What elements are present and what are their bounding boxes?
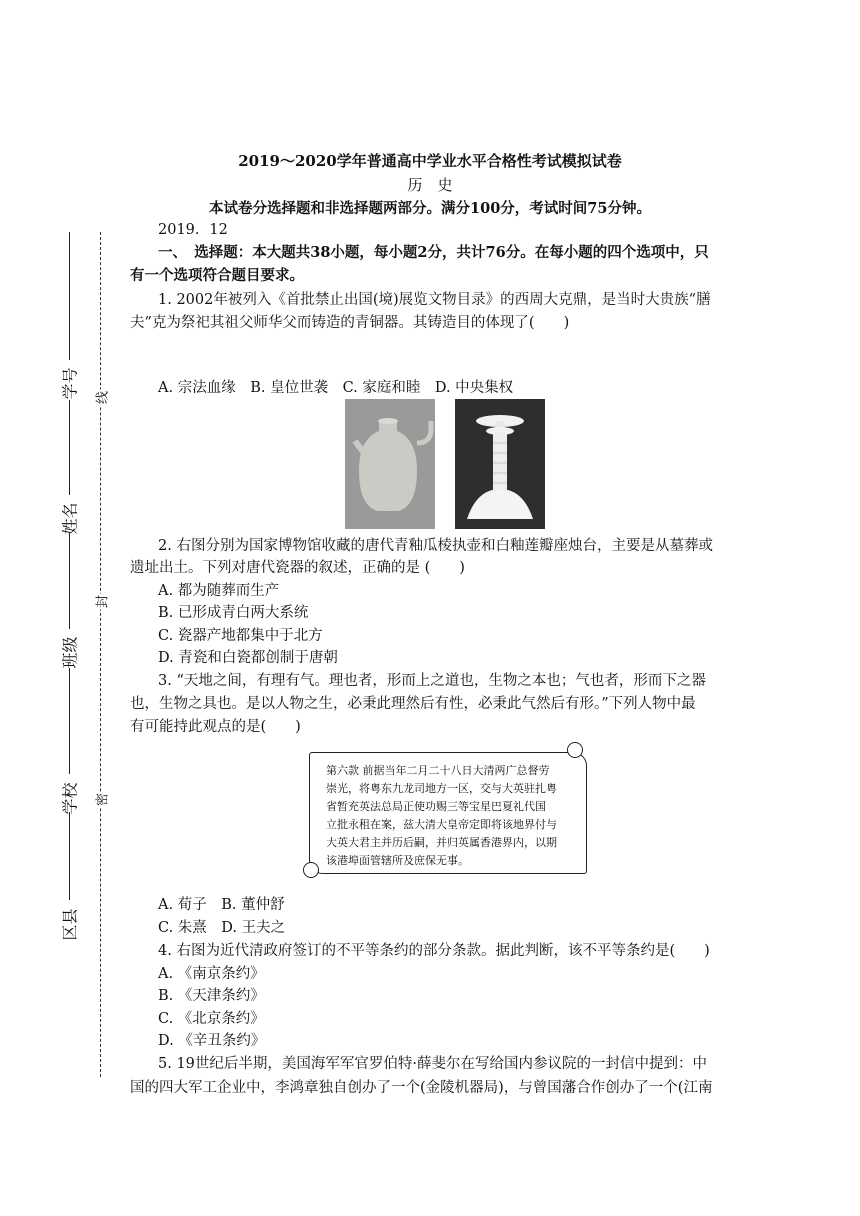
treaty-line: 该港埠面管辖所及庶保无事。: [326, 854, 469, 867]
seal-char-line: 线: [92, 390, 111, 406]
treaty-excerpt: [326, 762, 578, 870]
q1-stem-line1: 1. 2002年被列入《首批禁止出国(境)展览文物目录》的西周大克鼎，是当时大贵族“膳: [158, 292, 711, 308]
q4-option-b: B. 《天津条约》: [158, 988, 265, 1004]
scroll-curl-bottom: [303, 862, 319, 878]
q2-option-b: B. 已形成青白两大系统: [158, 605, 309, 621]
seal-char-secret: 密: [92, 792, 111, 808]
q5-stem-line1: 5. 19世纪后半期，美国海军军官罗伯特·薛斐尔在写给国内参议院的一封信中提到：中: [158, 1056, 708, 1072]
class-label: 班级: [60, 636, 80, 669]
exam-intro: 本试卷分选择题和非选择题两部分。满分100分，考试时间75分钟。: [209, 200, 651, 217]
q3-options-cd: C. 朱熹 D. 王夫之: [158, 920, 286, 936]
class-line: [69, 533, 70, 629]
seal-dashed-line: [100, 232, 101, 1077]
student-id-label: 学号: [60, 367, 80, 400]
exam-title: 2019～2020学年普通高中学业水平合格性考试模拟试卷: [238, 152, 622, 170]
name-label: 姓名: [60, 502, 80, 535]
q5-stem-line2: 国的四大军工企业中，李鸿章独自创办了一个(金陵机器局)，与曾国藩合作创办了一个(江南: [130, 1080, 713, 1096]
district-label: 区县: [60, 908, 80, 941]
treaty-line: 第六款 前据当年二月二十八日大清两广总督劳: [326, 764, 550, 777]
q2-option-c: C. 瓷器产地都集中于北方: [158, 628, 323, 644]
district-line: [69, 812, 70, 900]
school-label: 学校: [60, 782, 80, 815]
section1-header-line2: 有一个选项符合题目要求。: [130, 267, 304, 284]
section1-header-line1: 一、 选择题：本大题共38小题，每小题2分，共计76分。在每小题的四个选项中，只: [158, 244, 709, 261]
scroll-curl-top: [567, 742, 583, 758]
q3-stem-line2: 也，生物之具也。是以人物之生，必秉此理然后有性，必秉此气然后有形。”下列人物中最: [130, 696, 696, 712]
celadon-ewer-image: [345, 399, 435, 529]
exam-date: 2019．12: [158, 222, 228, 238]
white-candlestick-image: [455, 399, 545, 529]
q2-stem-line2: 遗址出土。下列对唐代瓷器的叙述，正确的是 ( ): [130, 560, 465, 576]
q4-stem-line1: 4. 右图为近代清政府签订的不平等条约的部分条款。据此判断，该不平等条约是( ): [158, 943, 710, 959]
treaty-line: 大英大君主并历后嗣，并归英属香港界内，以期: [326, 836, 557, 849]
q3-stem-line1: 3. “天地之间，有理有气。理也者，形而上之道也，生物之本也；气也者，形而下之器: [158, 673, 706, 689]
treaty-line: 立批永租在案，兹大清大皇帝定即将该地界付与: [326, 818, 557, 831]
q4-option-a: A. 《南京条约》: [158, 966, 265, 982]
name-line: [69, 400, 70, 495]
q4-option-d: D. 《辛丑条约》: [158, 1033, 266, 1049]
q2-option-a: A. 都为随葬而生产: [158, 583, 280, 599]
seal-char-seal: 封: [92, 594, 111, 610]
treaty-line: 崇光，将粤东九龙司地方一区，交与大英驻扎粤: [326, 782, 557, 795]
student-id-line: [69, 232, 70, 360]
q1-options: A. 宗法血缘 B. 皇位世袭 C. 家庭和睦 D. 中央集权: [158, 380, 514, 396]
q4-option-c: C. 《北京条约》: [158, 1011, 265, 1027]
subject-title: 历 史: [407, 176, 453, 194]
q2-stem-line1: 2. 右图分别为国家博物馆收藏的唐代青釉瓜棱执壶和白釉莲瓣座烛台，主要是从墓葬或: [158, 538, 713, 554]
school-line: [69, 668, 70, 774]
q1-stem-line2: 夫”克为祭祀其祖父师华父而铸造的青铜器。其铸造目的体现了( ): [130, 315, 570, 331]
q2-option-d: D. 青瓷和白瓷都创制于唐朝: [158, 650, 338, 666]
treaty-line: 省暂充英法总局正使功赐三等宝星巴夏礼代国: [326, 800, 546, 813]
q3-stem-line3: 有可能持此观点的是( ): [130, 719, 301, 735]
q3-options-ab: A. 荀子 B. 董仲舒: [158, 897, 285, 913]
